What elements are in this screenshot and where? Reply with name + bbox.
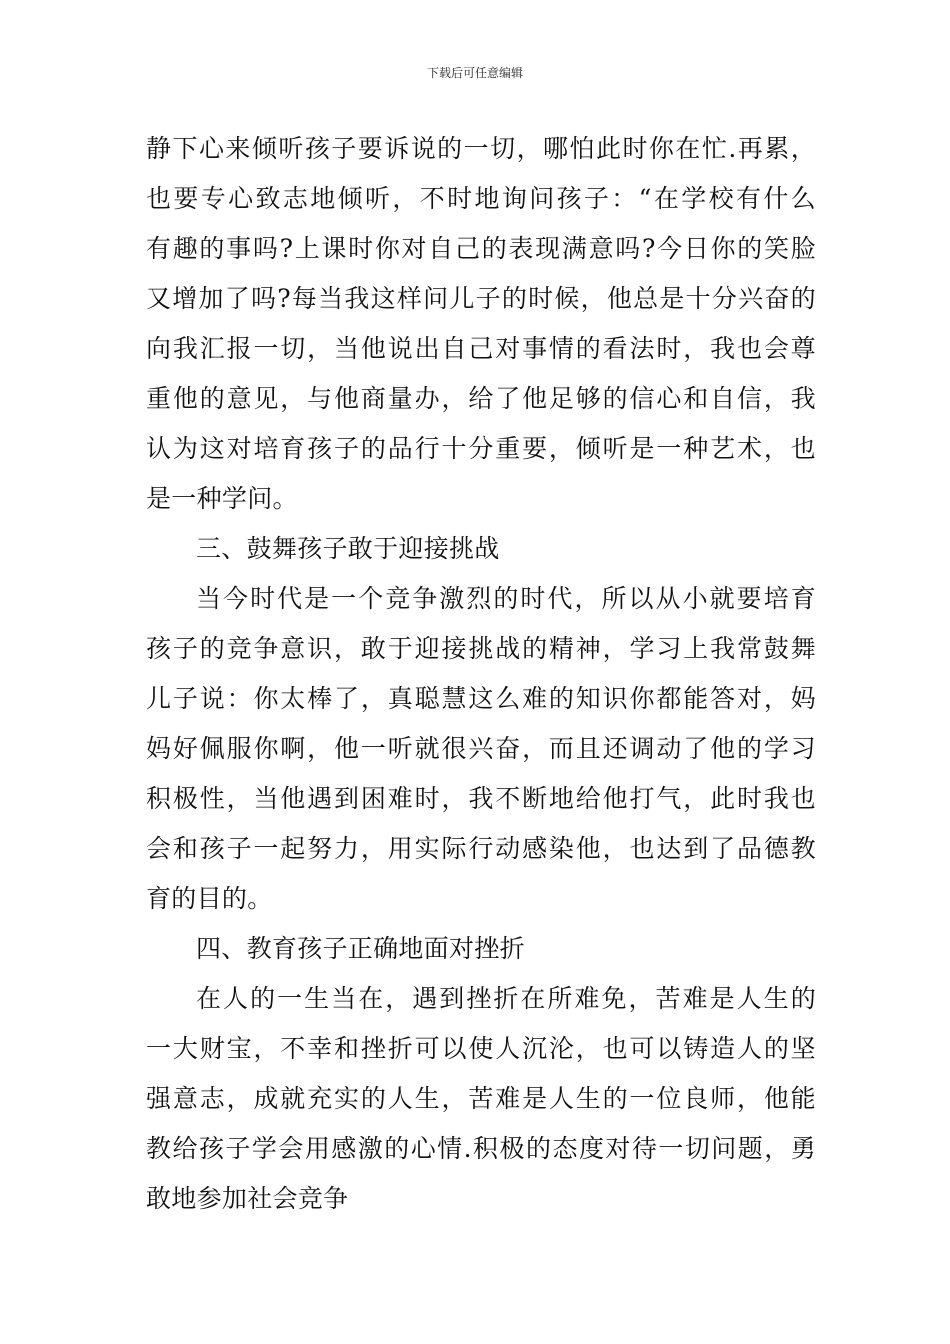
body-line: 在人的一生当在，遇到挫折在所难免，苦难是人生的 bbox=[196, 984, 816, 1013]
body-line: 敢地参加社会竞争 bbox=[146, 1184, 349, 1213]
body-line: 当今时代是一个竞争激烈的时代，所以从小就要培育 bbox=[196, 584, 816, 613]
body-line: 又增加了吗?每当我这样问儿子的时候，他总是十分兴奋的 bbox=[146, 284, 816, 313]
body-line: 育的目的。 bbox=[146, 884, 273, 913]
body-line: 是一种学问。 bbox=[146, 484, 298, 513]
body-line: 向我汇报一切，当他说出自己对事情的看法时，我也会尊 bbox=[146, 334, 816, 363]
body-line: 会和孩子一起努力，用实际行动感染他，也达到了品德教 bbox=[146, 834, 816, 863]
body-line: 重他的意见，与他商量办，给了他足够的信心和自信，我 bbox=[146, 384, 816, 413]
body-line: 强意志，成就充实的人生，苦难是人生的一位良师，他能 bbox=[146, 1084, 816, 1113]
section-heading: 四、教育孩子正确地面对挫折 bbox=[196, 934, 525, 963]
body-line: 积极性，当他遇到困难时，我不断地给他打气，此时我也 bbox=[146, 784, 816, 813]
body-line: 也要专心致志地倾听，不时地询问孩子：“在学校有什么 bbox=[146, 184, 816, 213]
body-line: 静下心来倾听孩子要诉说的一切，哪怕此时你在忙.再累， bbox=[146, 134, 816, 163]
body-line: 有趣的事吗?上课时你对自己的表现满意吗?今日你的笑脸 bbox=[146, 234, 816, 263]
page-header: 下载后可任意编辑 bbox=[426, 66, 523, 80]
body-line: 儿子说：你太棒了，真聪慧这么难的知识你都能答对，妈 bbox=[146, 684, 816, 713]
body-line: 教给孩子学会用感激的心情.积极的态度对待一切问题，勇 bbox=[146, 1134, 816, 1163]
section-heading: 三、鼓舞孩子敢于迎接挑战 bbox=[196, 534, 500, 563]
body-line: 孩子的竞争意识，敢于迎接挑战的精神，学习上我常鼓舞 bbox=[146, 634, 816, 663]
body-line: 认为这对培育孩子的品行十分重要，倾听是一种艺术，也 bbox=[146, 434, 816, 463]
body-line: 一大财宝，不幸和挫折可以使人沉沦，也可以铸造人的坚 bbox=[146, 1034, 816, 1063]
body-line: 妈好佩服你啊，他一听就很兴奋，而且还调动了他的学习 bbox=[146, 734, 816, 763]
document-body bbox=[146, 124, 816, 1224]
